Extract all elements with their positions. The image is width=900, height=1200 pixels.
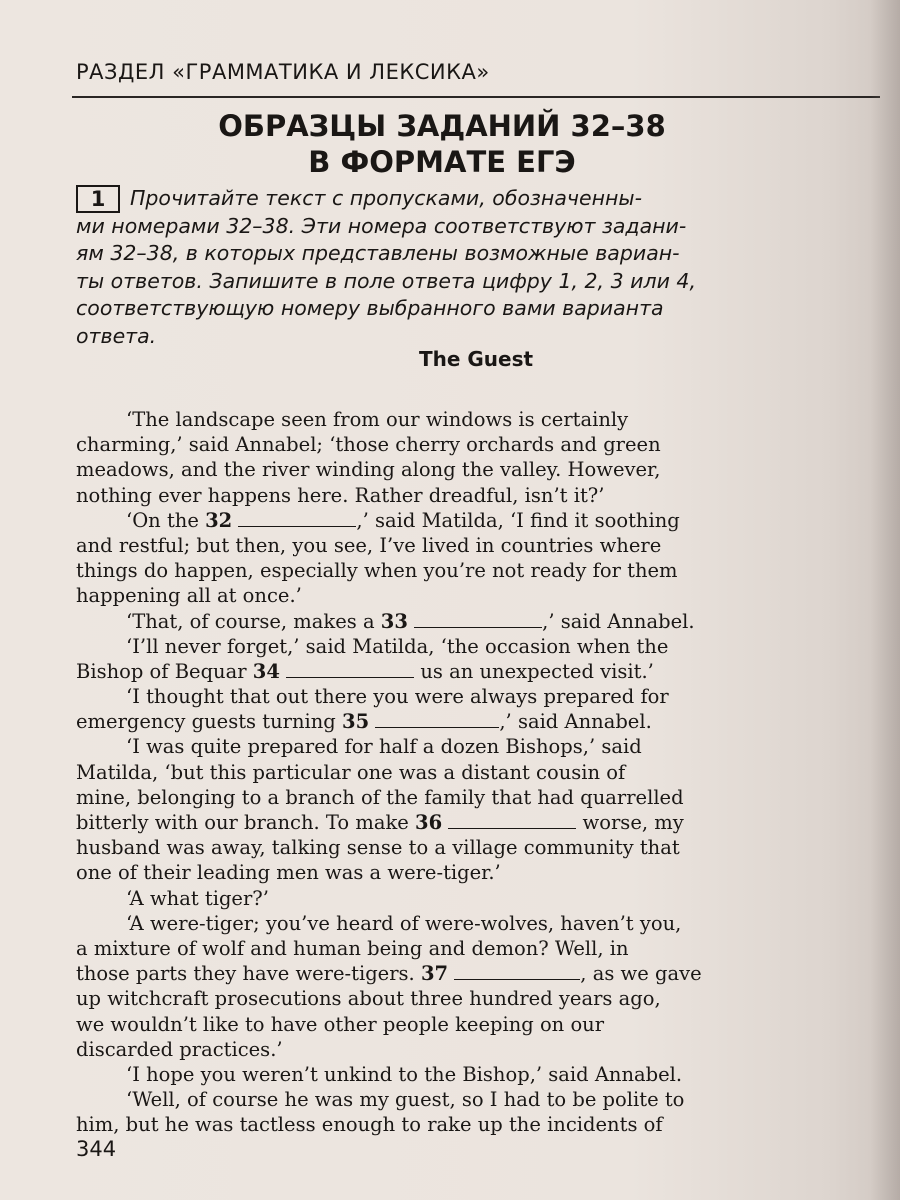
gap-number-36: 36 <box>415 811 443 834</box>
story-title: The Guest <box>418 347 534 371</box>
text-line: emergency guests turning 35 ,’ said Annabel. <box>76 710 652 734</box>
task-line: ям 32–38, в которых представлены возможные вариан- <box>76 241 680 265</box>
text-line: mine, belonging to a branch of the family that had quarrelled <box>76 785 684 809</box>
task-line: ответа. <box>76 323 157 348</box>
page-number: 344 <box>76 1137 117 1161</box>
gap-blank-34 <box>286 663 414 678</box>
task-line: Прочитайте текст с пропусками, обозначенны- <box>130 186 642 210</box>
gap-number-32: 32 <box>205 508 233 532</box>
text-line: up witchcraft prosecutions about three hundred years ago, <box>76 987 661 1011</box>
task-number-box: 1 <box>76 185 120 213</box>
gap-blank-35 <box>375 713 499 728</box>
text-line: bitterly with our branch. To make 36 worse, my <box>76 811 684 834</box>
gap-blank-32 <box>238 512 356 527</box>
text-line: a mixture of wolf and human being and demon? Well, in <box>76 936 629 960</box>
text-line: those parts they have were-tigers. 37 , as we gave <box>76 962 702 986</box>
text-line: and restful; but then, you see, I’ve lived in countries where <box>76 533 662 557</box>
task-line: ты ответов. Запишите в поле ответа цифру 1, 2, 3 или 4, <box>76 268 696 293</box>
text-line: Bishop of Bequar 34 us an unexpected visit.’ <box>76 659 654 683</box>
gap-blank-36 <box>448 814 576 829</box>
text-line: meadows, and the river winding along the valley. However, <box>76 458 661 482</box>
text-line: one of their leading men was a were-tiger.’ <box>76 861 501 885</box>
text-line: things do happen, especially when you’re not ready for them <box>76 559 678 583</box>
section-title-line-1: ОБРАЗЦЫ ЗАДАНИЙ 32–38 <box>218 109 666 143</box>
text-line: discarded practices.’ <box>76 1037 283 1061</box>
gap-number-37: 37 <box>420 962 449 986</box>
section-title-line-2: В ФОРМАТЕ ЕГЭ <box>308 145 576 179</box>
section-title <box>72 108 812 180</box>
text-line: husband was away, talking sense to a village community that <box>76 836 680 860</box>
gap-blank-33 <box>414 613 542 628</box>
text-line: ‘A what tiger?’ <box>126 886 269 910</box>
text-line: charming,’ said Annabel; ‘those cherry orchards and green <box>76 433 661 457</box>
text-line: ‘I’ll never forget,’ said Matilda, ‘the occasion when the <box>126 634 669 658</box>
text-line: ‘That, of course, makes a 33 ,’ said Annabel. <box>126 609 695 633</box>
page-edge-shadow <box>870 0 900 1200</box>
task-instructions <box>76 185 876 350</box>
gap-blank-37 <box>454 965 580 980</box>
gap-number-34: 34 <box>252 659 280 683</box>
text-line: ‘A were-tiger; you’ve heard of were-wolves, haven’t you, <box>126 911 682 935</box>
header-rule <box>72 96 880 98</box>
text-line: Matilda, ‘but this particular one was a distant cousin of <box>76 760 626 784</box>
gap-number-35: 35 <box>342 710 370 734</box>
text-line: ‘The landscape seen from our windows is certainly <box>126 408 629 431</box>
text-line: ‘On the 32 ,’ said Matilda, ‘I find it soothing <box>126 508 680 532</box>
task-line: ми номерами 32–38. Эти номера соответствуют задани- <box>76 213 687 238</box>
text-line: ‘I was quite prepared for half a dozen Bishops,’ said <box>126 735 642 759</box>
text-line: ‘Well, of course he was my guest, so I had to be polite to <box>126 1088 685 1112</box>
task-line: соответствующую номеру выбранного вами варианта <box>76 296 664 320</box>
text-line: nothing ever happens here. Rather dreadful, isn’t it?’ <box>76 483 605 507</box>
story-text <box>76 407 900 1137</box>
text-line: ‘I hope you weren’t unkind to the Bishop,’ said Annabel. <box>126 1062 683 1086</box>
text-line: we wouldn’t like to have other people keeping on our <box>76 1012 605 1036</box>
running-head: РАЗДЕЛ «ГРАММАТИКА И ЛЕКСИКА» <box>76 60 490 84</box>
text-line: ‘I thought that out there you were always prepared for <box>126 685 669 709</box>
text-line: happening all at once.’ <box>76 584 302 608</box>
gap-number-33: 33 <box>380 609 408 633</box>
text-line: him, but he was tactless enough to rake up the incidents of <box>76 1113 663 1137</box>
